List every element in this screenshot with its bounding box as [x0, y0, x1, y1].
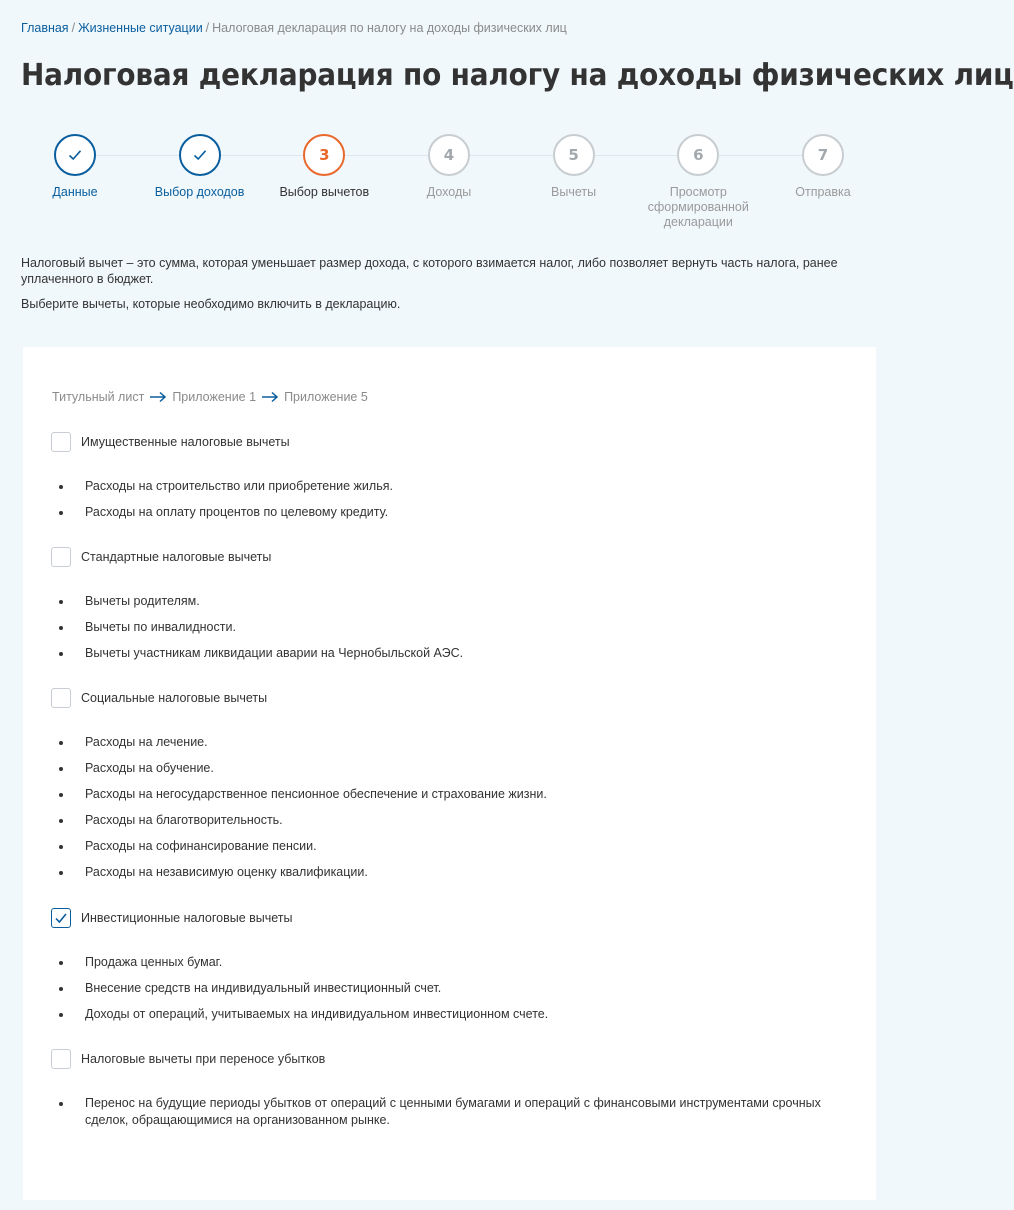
step-circle: 3	[303, 134, 345, 176]
step-circle: 4	[428, 134, 470, 176]
step-6[interactable]	[643, 134, 753, 230]
group-header[interactable]	[51, 431, 865, 453]
group-header[interactable]	[51, 687, 865, 709]
list-item: Расходы на обучение.	[51, 760, 865, 777]
step-label: Просмотр сформированной декларации	[647, 185, 749, 229]
step-circle: 5	[553, 134, 595, 176]
investment-deductions-checkbox[interactable]	[51, 908, 71, 928]
deductions-card	[23, 347, 876, 1200]
list-item: Расходы на негосударственное пенсионное обеспечение и страхование жизни.	[51, 786, 865, 803]
step-2[interactable]	[140, 134, 260, 200]
step-circle	[179, 134, 221, 176]
list-item: Продажа ценных бумаг.	[51, 954, 865, 971]
group-items	[51, 593, 865, 662]
property-deductions-checkbox[interactable]	[51, 432, 71, 452]
list-item: Расходы на строительство или приобретение жилья.	[51, 478, 865, 495]
group-items	[51, 478, 865, 521]
step-label: Вычеты	[551, 185, 597, 199]
breadcrumb-separator: /	[71, 21, 76, 35]
list-item: Расходы на благотворительность.	[51, 812, 865, 829]
step-label: Доходы	[426, 185, 472, 199]
list-item: Расходы на оплату процентов по целевому кредиту.	[51, 504, 865, 521]
doc-appendix-5: Приложение 5	[284, 390, 368, 404]
list-item: Расходы на софинансирование пенсии.	[51, 838, 865, 855]
group-title: Стандартные налоговые вычеты	[81, 550, 272, 564]
doc-appendix-1: Приложение 1	[172, 390, 257, 404]
group-header[interactable]	[51, 1048, 865, 1070]
group-title: Налоговые вычеты при переносе убытков	[81, 1052, 326, 1066]
loss-carryforward-checkbox[interactable]	[51, 1049, 71, 1069]
step-label: Выбор вычетов	[279, 185, 370, 199]
step-label: Отправка	[795, 185, 851, 199]
step-label: Выбор доходов	[154, 185, 245, 199]
list-item: Перенос на будущие периоды убытков от операций с ценными бумагами и операций с финансовыми инструментами срочных сделок, обращающимися на организованном рынке.	[51, 1095, 865, 1129]
standard-deductions-checkbox[interactable]	[51, 547, 71, 567]
group-title: Имущественные налоговые вычеты	[81, 435, 290, 449]
group-title: Инвестиционные налоговые вычеты	[81, 911, 293, 925]
list-item: Расходы на независимую оценку квалификации.	[51, 864, 865, 881]
page-title: Налоговая декларация по налогу на доходы физических лиц	[21, 58, 1014, 93]
group-items	[51, 734, 865, 881]
check-icon	[67, 147, 83, 163]
doc-title-page: Титульный лист	[52, 390, 145, 404]
step-circle: 7	[802, 134, 844, 176]
list-item: Вычеты по инвалидности.	[51, 619, 865, 636]
list-item: Доходы от операций, учитываемых на индивидуальном инвестиционном счете.	[51, 1006, 865, 1023]
group-social	[51, 687, 865, 881]
group-standard	[51, 546, 865, 662]
breadcrumb-home-link[interactable]: Главная	[21, 21, 69, 35]
step-5[interactable]	[514, 134, 634, 200]
list-item: Вычеты участникам ликвидации аварии на Чернобыльской АЭС.	[51, 645, 865, 662]
breadcrumb-separator: /	[205, 21, 210, 35]
group-title: Социальные налоговые вычеты	[81, 691, 268, 705]
instruction-text: Выберите вычеты, которые необходимо включить в декларацию.	[21, 297, 401, 311]
group-items	[51, 954, 865, 1023]
arrow-right-icon	[149, 391, 167, 403]
arrow-right-icon	[261, 391, 279, 403]
list-item: Вычеты родителям.	[51, 593, 865, 610]
check-icon	[54, 911, 68, 925]
step-1[interactable]	[15, 134, 135, 200]
check-icon	[192, 147, 208, 163]
step-4[interactable]	[389, 134, 509, 200]
group-items	[51, 1095, 865, 1129]
group-header[interactable]	[51, 907, 865, 929]
stepper	[0, 134, 900, 234]
step-label: Данные	[52, 185, 98, 199]
group-header[interactable]	[51, 546, 865, 568]
breadcrumb-current: Налоговая декларация по налогу на доходы физических лиц	[212, 21, 567, 35]
list-item: Внесение средств на индивидуальный инвестиционный счет.	[51, 980, 865, 997]
group-investment	[51, 907, 865, 1023]
step-circle	[54, 134, 96, 176]
intro-text: Налоговый вычет – это сумма, которая уменьшает размер дохода, с которого взимается налог, либо позволяет вернуть часть налога, ранее уплаченного в бюджет.	[21, 256, 838, 286]
breadcrumb	[21, 21, 567, 35]
list-item: Расходы на лечение.	[51, 734, 865, 751]
step-3[interactable]	[264, 134, 384, 200]
group-loss-carryforward	[51, 1048, 865, 1129]
step-circle: 6	[677, 134, 719, 176]
step-7[interactable]	[763, 134, 883, 200]
document-chain	[52, 390, 368, 404]
social-deductions-checkbox[interactable]	[51, 688, 71, 708]
breadcrumb-situations-link[interactable]: Жизненные ситуации	[78, 21, 203, 35]
group-property	[51, 431, 865, 521]
